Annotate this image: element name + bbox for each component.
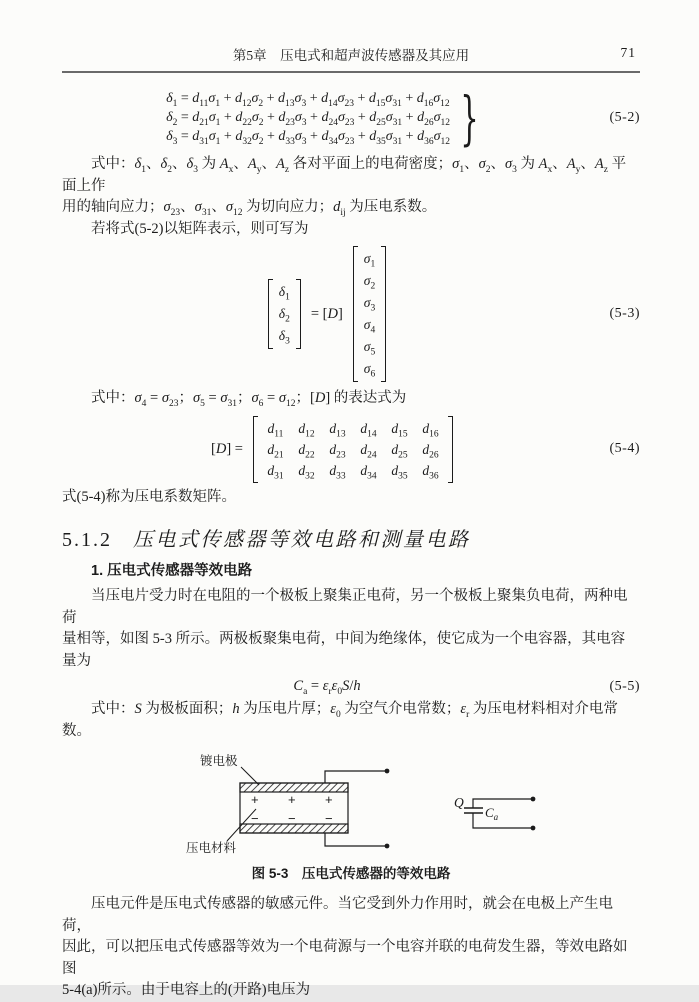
matrix-cell: $d_{35}$ xyxy=(391,462,408,482)
equation-number: (5-4) xyxy=(609,441,640,456)
equation-number: (5-3) xyxy=(609,306,640,321)
paragraph-eq52-notes xyxy=(62,154,640,240)
subsection-heading-1: 1. 压电式传感器等效电路 xyxy=(91,563,253,579)
vector-entry: $\sigma_2$ xyxy=(363,273,376,292)
capacitance-ca-label: $C_a$ xyxy=(485,805,499,822)
text-line: 因此，可以把压电式传感器等效为一个电荷源与一个电容并联的电荷发生器，等效电路如图 xyxy=(62,939,628,977)
plus-charge-sign: + xyxy=(325,792,333,807)
capacitance-formula: $C_a = \varepsilon_r\varepsilon_0S/h$ xyxy=(293,678,361,697)
matrix-cell: $d_{34}$ xyxy=(360,462,377,482)
vector-entry: $\delta_3$ xyxy=(278,328,290,347)
equation-5-3 xyxy=(62,246,640,382)
figure-5-3 xyxy=(62,747,640,882)
text-line: 量相等，如图 5-3 所示。两极板聚集电荷，中间为绝缘体，使它成为一个电容器，其电容 xyxy=(62,631,626,647)
lead-in-matrix-text: 若将式(5-2)以矩阵表示，则可写为 xyxy=(91,220,309,237)
vector-entry: $\sigma_1$ xyxy=(363,251,376,270)
matrix-cell: $d_{15}$ xyxy=(391,420,408,440)
section-heading-512 xyxy=(62,523,640,552)
delta-vector xyxy=(268,279,301,349)
text-line: 5-4(a)所示。由于电容上的(开路)电压为 xyxy=(62,982,311,998)
equation-5-4 xyxy=(62,416,640,483)
minus-charge-sign: − xyxy=(325,811,333,826)
d-matrix-lhs: [D] = xyxy=(211,440,243,457)
equation-5-2 xyxy=(62,83,640,152)
paragraph-equivalent-circuit xyxy=(62,586,640,672)
text-line: 量为 xyxy=(62,652,91,669)
right-brace: } xyxy=(460,83,479,152)
matrix-cell: $d_{31}$ xyxy=(267,462,284,482)
paragraph-eq53-notes: 式中：$\sigma_4 = \sigma_{23}$；$\sigma_5 = \sigma_{31}$；$\sigma_6 = \sigma_{12}$；[D] 的表达式为 xyxy=(91,390,407,409)
equals-d-operator: = [D] xyxy=(310,305,343,322)
matrix-cell: $d_{16}$ xyxy=(422,420,439,440)
bottom-terminal-dot xyxy=(385,844,390,849)
page-header xyxy=(62,44,640,73)
equation-number: (5-5) xyxy=(609,678,640,694)
top-lead-wire xyxy=(325,771,387,783)
chapter-title: 第5章 压电式和超声波传感器及其应用 xyxy=(232,48,470,63)
minus-charge-sign: − xyxy=(251,811,259,826)
vector-entry: $\sigma_6$ xyxy=(363,361,376,380)
matrix-cell: $d_{12}$ xyxy=(298,420,315,440)
top-terminal-dot xyxy=(385,769,390,774)
circuit-top-terminal-dot xyxy=(531,797,536,802)
matrix-cell: $d_{32}$ xyxy=(298,462,315,482)
page-number: 71 xyxy=(620,45,636,60)
matrix-cell: $d_{11}$ xyxy=(267,420,284,440)
d-matrix xyxy=(253,416,453,483)
matrix-cell: $d_{25}$ xyxy=(391,441,408,461)
equation-line: $\delta_1 = d_{11}\sigma_1 + d_{12}\sigma_2 + d_{13}\sigma_3 + d_{14}\sigma_{23} + d_{15}\sigma_{31} + d_{16}\sigma_{12}$ xyxy=(166,91,450,109)
vector-entry: $\sigma_4$ xyxy=(363,317,376,336)
figure-5-3-drawing xyxy=(62,747,640,859)
section-title: 压电式传感器等效电路和测量电路 xyxy=(133,529,471,551)
matrix-cell: $d_{14}$ xyxy=(360,420,377,440)
matrix-cell: $d_{36}$ xyxy=(422,462,439,482)
plus-charge-sign: + xyxy=(251,792,259,807)
matrix-cell: $d_{24}$ xyxy=(360,441,377,461)
eq54-name-note: 式(5-4)称为压电系数矩阵。 xyxy=(62,488,236,505)
matrix-cell: $d_{33}$ xyxy=(329,462,346,482)
material-label: 压电材料 xyxy=(186,841,237,855)
equation-5-5 xyxy=(62,678,640,695)
circuit-top-wire xyxy=(473,799,533,808)
right-bracket xyxy=(381,246,386,382)
bottom-lead-wire xyxy=(325,833,387,846)
electrode-label: 镀电极 xyxy=(200,754,238,768)
equation-line: $\delta_2 = d_{21}\sigma_1 + d_{22}\sigma_2 + d_{23}\sigma_3 + d_{24}\sigma_{23} + d_{25}\sigma_{31} + d_{26}\sigma_{12}$ xyxy=(166,110,450,128)
minus-charge-sign: − xyxy=(288,811,296,826)
electrode-leader-line xyxy=(241,767,259,785)
right-bracket xyxy=(448,416,453,483)
text-line: 压电元件是压电式传感器的敏感元件。当它受到外力作用时，就会在电极上产生电荷， xyxy=(62,896,613,934)
matrix-cell: $d_{23}$ xyxy=(329,441,346,461)
charge-q-label: Q xyxy=(454,795,464,810)
matrix-cell: $d_{26}$ xyxy=(422,441,439,461)
equation-number: (5-2) xyxy=(609,109,640,125)
text-line: 用的轴向应力；$\sigma_{23}$、$\sigma_{31}$、$\sigma_{12}$ 为切向应力；$d_{ij}$ 为压电系数。 xyxy=(62,199,437,218)
section-number: 5.1.2 xyxy=(62,529,112,551)
paragraph-charge-generator xyxy=(62,894,640,1002)
text-line: 式中：$\delta_1$、$\delta_2$、$\delta_3$ 为 $A_x$、$A_y$、$A_z$ 各对平面上的电荷密度；$\sigma_1$、$\sigma_2$、$\sigma_3$ 为 $A_x$、$A_y$、$A_z$ 平面上作 xyxy=(62,156,627,194)
circuit-bottom-terminal-dot xyxy=(531,826,536,831)
vector-entry: $\sigma_5$ xyxy=(363,339,376,358)
text-line: 当压电片受力时在电阻的一个极板上聚集正电荷，另一个极板上聚集负电荷，两种电荷 xyxy=(62,588,628,626)
vector-entry: $\delta_2$ xyxy=(278,306,290,325)
vector-entry: $\sigma_3$ xyxy=(363,295,376,314)
vector-entry: $\delta_1$ xyxy=(278,284,290,303)
matrix-cell: $d_{21}$ xyxy=(267,441,284,461)
top-electrode-hatched xyxy=(240,783,348,792)
matrix-cell: $d_{13}$ xyxy=(329,420,346,440)
figure-caption: 图 5-3 压电式传感器的等效电路 xyxy=(251,866,451,881)
plus-charge-sign: + xyxy=(288,792,296,807)
circuit-bottom-wire xyxy=(473,813,533,828)
sigma-vector xyxy=(353,246,386,382)
paragraph-eq55-notes: 式中：S 为极板面积；h 为压电片厚；$\varepsilon_0$ 为空气介电常数；$\varepsilon_r$ 为压电材料相对介电常数。 xyxy=(62,701,618,739)
matrix-cell: $d_{22}$ xyxy=(298,441,315,461)
right-bracket xyxy=(296,279,301,349)
equation-line: $\delta_3 = d_{31}\sigma_1 + d_{32}\sigma_2 + d_{33}\sigma_3 + d_{34}\sigma_{23} + d_{35}\sigma_{31} + d_{36}\sigma_{12}$ xyxy=(166,129,450,147)
